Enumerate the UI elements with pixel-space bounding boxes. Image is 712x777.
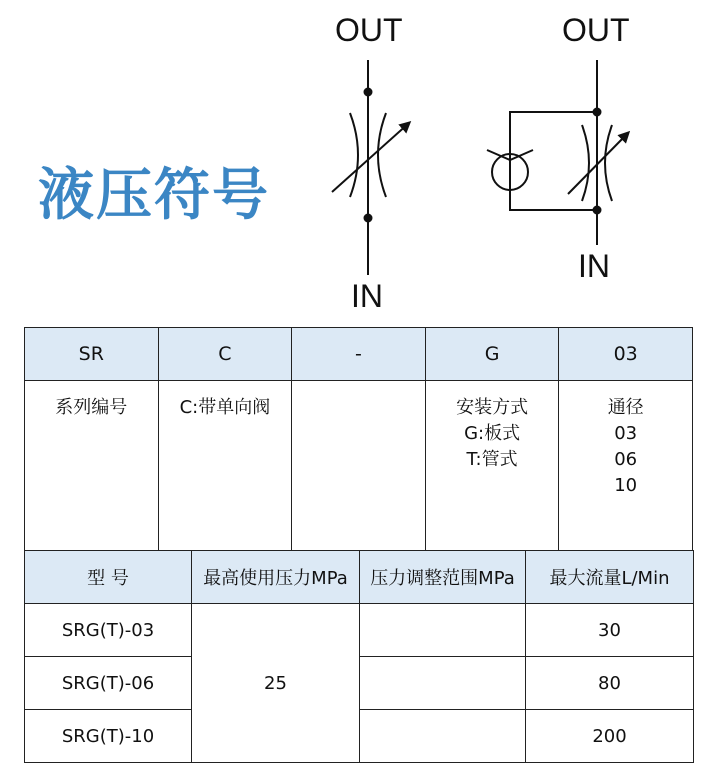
pressure-range-cell xyxy=(360,604,526,657)
flow-control-valve-symbol xyxy=(332,60,409,275)
left-in-label: IN xyxy=(351,278,383,314)
model-cell: SRG(T)-06 xyxy=(25,657,192,710)
code-header-mount: G xyxy=(425,328,559,381)
size-desc-06: 06 xyxy=(614,449,638,470)
spec-header-model: 型 号 xyxy=(25,551,192,604)
pressure-range-cell xyxy=(360,657,526,710)
table-row xyxy=(25,604,694,657)
spec-header-max-pressure: 最高使用压力MPa xyxy=(192,551,360,604)
pressure-range-cell xyxy=(360,710,526,763)
spec-header-row xyxy=(25,551,694,604)
junction-dot xyxy=(365,89,372,96)
mount-desc-title: 安装方式 xyxy=(456,397,529,418)
table-row xyxy=(25,657,694,710)
series-desc-cell xyxy=(25,381,159,554)
adjust-arrow xyxy=(332,123,409,192)
check-desc: C:带单向阀 xyxy=(179,397,271,418)
mount-desc-plate: G:板式 xyxy=(464,423,521,444)
mount-desc-cell xyxy=(425,381,559,554)
orifice-left-arc xyxy=(350,113,358,197)
blank-desc-cell xyxy=(292,381,426,554)
hydraulic-symbols-area xyxy=(0,0,712,325)
size-desc-03: 03 xyxy=(614,423,638,444)
model-cell: SRG(T)-10 xyxy=(25,710,192,763)
code-header-row xyxy=(25,328,693,381)
spec-table xyxy=(24,550,694,763)
code-header-size: 03 xyxy=(559,328,693,381)
code-header-check: C xyxy=(158,328,292,381)
spec-header-max-flow: 最大流量L/Min xyxy=(526,551,694,604)
orifice-right-arc xyxy=(605,125,612,201)
model-cell: SRG(T)-03 xyxy=(25,604,192,657)
max-pressure-cell: 25 xyxy=(192,604,360,763)
junction-dot xyxy=(365,215,372,222)
size-desc-10: 10 xyxy=(614,475,638,496)
series-desc: 系列编号 xyxy=(55,397,128,418)
right-in-label: IN xyxy=(578,248,610,284)
hydraulic-symbol-title: 液压符号 xyxy=(38,163,270,228)
orifice-left-arc xyxy=(582,125,589,201)
orifice-right-arc xyxy=(378,113,386,197)
check-flow-valve-symbol xyxy=(487,60,628,245)
model-code-table xyxy=(24,327,693,554)
code-header-series: SR xyxy=(25,328,159,381)
left-out-label: OUT xyxy=(335,12,403,48)
size-desc-title: 通径 xyxy=(607,397,644,418)
check-desc-cell xyxy=(158,381,292,554)
table-row xyxy=(25,710,694,763)
code-header-dash: - xyxy=(292,328,426,381)
size-desc-cell xyxy=(559,381,693,554)
mount-desc-pipe: T:管式 xyxy=(466,449,518,470)
spec-header-pressure-range: 压力调整范围MPa xyxy=(360,551,526,604)
max-flow-cell: 80 xyxy=(526,657,694,710)
code-desc-row xyxy=(25,381,693,554)
max-flow-cell: 200 xyxy=(526,710,694,763)
max-flow-cell: 30 xyxy=(526,604,694,657)
right-out-label: OUT xyxy=(562,12,630,48)
